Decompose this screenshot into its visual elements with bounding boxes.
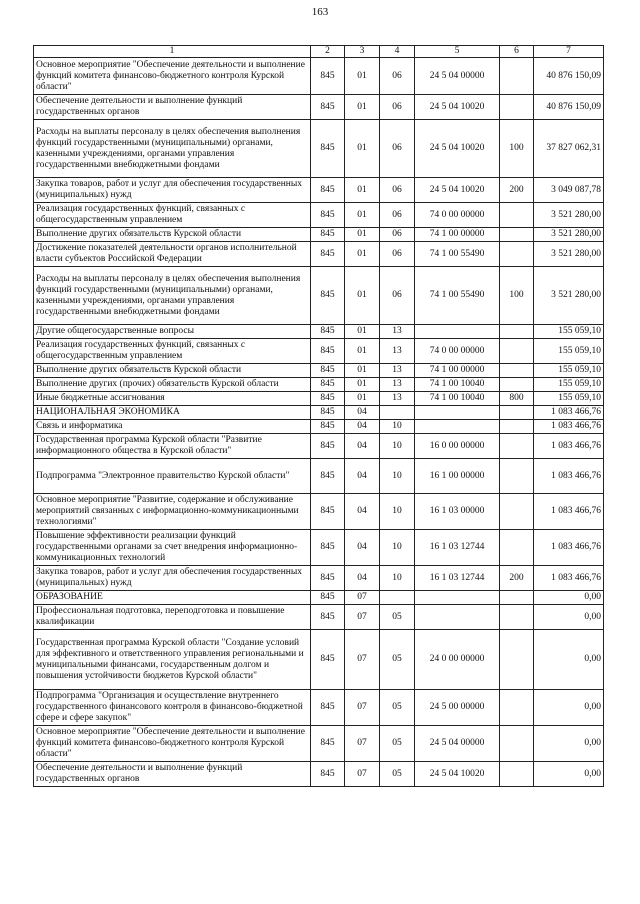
table-cell [500, 378, 534, 392]
table-cell [500, 95, 534, 120]
table-cell: Расходы на выплаты персоналу в целях обеспечения выполнения функций государственными (муниципальными) органами, казенными учреждениями, органами управления государственными внебюджетными фондами [34, 120, 311, 178]
table-cell [500, 605, 534, 630]
table-row [34, 591, 604, 605]
table-cell: 74 1 00 10040 [415, 378, 500, 392]
table-cell [500, 339, 534, 364]
table-cell: 06 [380, 228, 415, 242]
table-row [34, 762, 604, 787]
table-cell: 155 059,10 [534, 392, 604, 406]
table-cell: 845 [311, 690, 345, 726]
table-cell: 06 [380, 203, 415, 228]
table-cell [500, 530, 534, 566]
table-cell: Другие общегосударственные вопросы [34, 325, 311, 339]
table-cell: 155 059,10 [534, 325, 604, 339]
table-cell: 74 0 00 00000 [415, 203, 500, 228]
table-cell: 845 [311, 378, 345, 392]
table-cell: 845 [311, 228, 345, 242]
table-cell: 06 [380, 267, 415, 325]
table-cell: 37 827 062,31 [534, 120, 604, 178]
table-row [34, 434, 604, 459]
table-cell: 01 [345, 378, 380, 392]
table-cell: 0,00 [534, 726, 604, 762]
table-cell: 13 [380, 378, 415, 392]
table-cell: 845 [311, 120, 345, 178]
table-cell: Профессиональная подготовка, переподготовка и повышение квалификации [34, 605, 311, 630]
table-cell: 04 [345, 406, 380, 420]
table-row [34, 605, 604, 630]
table-cell [500, 591, 534, 605]
table-cell: 74 1 00 00000 [415, 228, 500, 242]
table-cell: 74 0 00 00000 [415, 339, 500, 364]
table-cell: 01 [345, 120, 380, 178]
table-cell: 1 083 466,76 [534, 459, 604, 494]
column-header: 2 [311, 46, 345, 58]
table-cell: 0,00 [534, 762, 604, 787]
table-cell [500, 58, 534, 95]
table-cell: 10 [380, 434, 415, 459]
table-row [34, 242, 604, 267]
table-cell [500, 494, 534, 530]
table-cell: 200 [500, 566, 534, 591]
table-cell: 07 [345, 605, 380, 630]
table-cell: 16 1 00 00000 [415, 459, 500, 494]
table-cell: 16 0 00 00000 [415, 434, 500, 459]
table-cell: 1 083 466,76 [534, 530, 604, 566]
table-cell: 04 [345, 566, 380, 591]
table-cell: ОБРАЗОВАНИЕ [34, 591, 311, 605]
table-cell: Выполнение других обязательств Курской области [34, 364, 311, 378]
table-cell [415, 406, 500, 420]
table-cell: 24 5 04 10020 [415, 178, 500, 203]
table-cell: 3 521 280,00 [534, 267, 604, 325]
table-row [34, 420, 604, 434]
table-cell: 05 [380, 605, 415, 630]
table-cell: 845 [311, 339, 345, 364]
table-cell: 845 [311, 58, 345, 95]
table-cell: 16 1 03 12744 [415, 566, 500, 591]
table-cell: Подпрограмма "Электронное правительство Курской области" [34, 459, 311, 494]
table-row [34, 339, 604, 364]
table-cell: 0,00 [534, 591, 604, 605]
table-cell: 13 [380, 392, 415, 406]
header-row [34, 46, 604, 58]
table-row [34, 530, 604, 566]
table-cell: 01 [345, 242, 380, 267]
table-cell: 1 083 466,76 [534, 406, 604, 420]
table-cell: 74 1 00 55490 [415, 267, 500, 325]
column-header: 1 [34, 46, 311, 58]
table-cell [500, 630, 534, 690]
table-cell: 04 [345, 459, 380, 494]
table-cell: 06 [380, 242, 415, 267]
table-row [34, 406, 604, 420]
table-cell: 3 521 280,00 [534, 203, 604, 228]
table-cell [500, 690, 534, 726]
page-number: 163 [311, 6, 329, 18]
table-cell: 07 [345, 690, 380, 726]
table-cell [500, 726, 534, 762]
table-cell: 24 5 00 00000 [415, 690, 500, 726]
table-row [34, 58, 604, 95]
table-cell: 845 [311, 364, 345, 378]
table-cell [500, 434, 534, 459]
table-cell: 100 [500, 120, 534, 178]
table-row [34, 630, 604, 690]
column-header: 4 [380, 46, 415, 58]
table-cell: 24 5 04 10020 [415, 120, 500, 178]
table-cell: 845 [311, 434, 345, 459]
table-cell: 05 [380, 690, 415, 726]
table-cell: 04 [345, 530, 380, 566]
table-cell: Выполнение других обязательств Курской области [34, 228, 311, 242]
table-cell: 06 [380, 58, 415, 95]
table-cell [500, 459, 534, 494]
table-cell: 01 [345, 178, 380, 203]
table-cell: 04 [345, 494, 380, 530]
column-header: 5 [415, 46, 500, 58]
table-cell: Расходы на выплаты персоналу в целях обеспечения выполнения функций государственными (муниципальными) органами, казенными учреждениями, органами управления государственными внебюджетными фондами [34, 267, 311, 325]
table-row [34, 95, 604, 120]
table-cell: 100 [500, 267, 534, 325]
table-row [34, 325, 604, 339]
table-cell: Реализация государственных функций, связанных с общегосударственным управлением [34, 339, 311, 364]
table-cell: 05 [380, 762, 415, 787]
table-cell: 800 [500, 392, 534, 406]
table-cell: 845 [311, 392, 345, 406]
table-cell: 0,00 [534, 630, 604, 690]
table-cell: 13 [380, 339, 415, 364]
table-cell: 200 [500, 178, 534, 203]
column-header: 7 [534, 46, 604, 58]
table-row [34, 267, 604, 325]
table-cell: 13 [380, 364, 415, 378]
table-cell [500, 762, 534, 787]
table-cell [500, 203, 534, 228]
table-cell: 155 059,10 [534, 339, 604, 364]
table-cell: 3 521 280,00 [534, 228, 604, 242]
table-cell: 845 [311, 762, 345, 787]
table-cell: 845 [311, 420, 345, 434]
table-cell: 06 [380, 120, 415, 178]
table-row [34, 494, 604, 530]
table-cell: 845 [311, 325, 345, 339]
table-cell: 05 [380, 726, 415, 762]
table-cell: Закупка товаров, работ и услуг для обеспечения государственных (муниципальных) нужд [34, 566, 311, 591]
table-cell: 1 083 466,76 [534, 566, 604, 591]
table-cell: Основное мероприятие "Развитие, содержание и обслуживание мероприятий связанных с информационно-коммуникационными технологиями" [34, 494, 311, 530]
table-row [34, 566, 604, 591]
table-cell [380, 591, 415, 605]
table-cell [415, 605, 500, 630]
table-cell: 01 [345, 228, 380, 242]
table-cell: 1 083 466,76 [534, 420, 604, 434]
table-row [34, 120, 604, 178]
table-cell: 40 876 150,09 [534, 95, 604, 120]
table-cell: 845 [311, 459, 345, 494]
table-cell: 845 [311, 95, 345, 120]
table-cell: 845 [311, 530, 345, 566]
table-cell [415, 591, 500, 605]
table-cell: Реализация государственных функций, связанных с общегосударственным управлением [34, 203, 311, 228]
table-cell: 13 [380, 325, 415, 339]
table-cell [500, 242, 534, 267]
table-cell: 01 [345, 58, 380, 95]
table-cell [500, 325, 534, 339]
table-row [34, 378, 604, 392]
table-cell: Государственная программа Курской области "Создание условий для эффективного и ответственного управления региональными и муниципальными финансами, государственным долгом и повышения устойчивости бюджетов Курской области" [34, 630, 311, 690]
table-cell: Подпрограмма "Организация и осуществление внутреннего государственного финансового контроля в финансово-бюджетной сфере и сфере закупок" [34, 690, 311, 726]
table-cell: 24 0 00 00000 [415, 630, 500, 690]
table-cell: 01 [345, 392, 380, 406]
table-cell: 74 1 00 00000 [415, 364, 500, 378]
table-cell: 01 [345, 325, 380, 339]
table-cell: НАЦИОНАЛЬНАЯ ЭКОНОМИКА [34, 406, 311, 420]
table-cell: 1 083 466,76 [534, 434, 604, 459]
table-cell: 05 [380, 630, 415, 690]
table-cell: 01 [345, 339, 380, 364]
table-cell: 845 [311, 726, 345, 762]
table-cell: 845 [311, 494, 345, 530]
table-cell: 0,00 [534, 690, 604, 726]
table-cell: 845 [311, 406, 345, 420]
table-cell: 1 083 466,76 [534, 494, 604, 530]
table-cell: Закупка товаров, работ и услуг для обеспечения государственных (муниципальных) нужд [34, 178, 311, 203]
column-header: 3 [345, 46, 380, 58]
table-cell [415, 420, 500, 434]
table-cell: 16 1 03 12744 [415, 530, 500, 566]
table-row [34, 228, 604, 242]
table-cell: 845 [311, 178, 345, 203]
table-cell: Связь и информатика [34, 420, 311, 434]
table-cell [500, 420, 534, 434]
table-cell: 74 1 00 10040 [415, 392, 500, 406]
table-row [34, 203, 604, 228]
table-cell: Основное мероприятие "Обеспечение деятельности и выполнение функций комитета финансово-бюджетного контроля Курской области" [34, 58, 311, 95]
budget-table [33, 45, 604, 787]
table-cell: 04 [345, 420, 380, 434]
table-cell [415, 325, 500, 339]
table-row [34, 364, 604, 378]
table-cell: Основное мероприятие "Обеспечение деятельности и выполнение функций комитета финансово-бюджетного контроля Курской области" [34, 726, 311, 762]
table-row [34, 392, 604, 406]
table-cell: 07 [345, 726, 380, 762]
table-cell: Достижение показателей деятельности органов исполнительной власти субъектов Российской Федерации [34, 242, 311, 267]
table-cell: 06 [380, 95, 415, 120]
table-cell: 845 [311, 242, 345, 267]
table-cell: 845 [311, 605, 345, 630]
table-cell: Обеспечение деятельности и выполнение функций государственных органов [34, 95, 311, 120]
table-cell: 10 [380, 566, 415, 591]
table-cell: 74 1 00 55490 [415, 242, 500, 267]
table-cell: 06 [380, 178, 415, 203]
table-cell: 845 [311, 267, 345, 325]
table-cell: 845 [311, 630, 345, 690]
table-cell: Государственная программа Курской области "Развитие информационного общества в Курской области" [34, 434, 311, 459]
table-cell: 01 [345, 364, 380, 378]
table-cell: 10 [380, 530, 415, 566]
table-cell: Выполнение других (прочих) обязательств Курской области [34, 378, 311, 392]
table-cell: 155 059,10 [534, 378, 604, 392]
table-cell: 01 [345, 203, 380, 228]
table-row [34, 726, 604, 762]
table-cell: 845 [311, 591, 345, 605]
table-cell: 24 5 04 00000 [415, 726, 500, 762]
table-cell: 01 [345, 267, 380, 325]
table-row [34, 690, 604, 726]
table-cell: 24 5 04 10020 [415, 762, 500, 787]
table-cell: Обеспечение деятельности и выполнение функций государственных органов [34, 762, 311, 787]
table-cell: 24 5 04 00000 [415, 58, 500, 95]
table-cell: 10 [380, 420, 415, 434]
table-cell: 40 876 150,09 [534, 58, 604, 95]
table-row [34, 178, 604, 203]
table-cell [500, 406, 534, 420]
table-cell: 845 [311, 566, 345, 591]
table-cell: 07 [345, 762, 380, 787]
table-row [34, 459, 604, 494]
table-cell: 155 059,10 [534, 364, 604, 378]
column-header: 6 [500, 46, 534, 58]
table-cell: 3 521 280,00 [534, 242, 604, 267]
table-cell: 0,00 [534, 605, 604, 630]
table-cell: 04 [345, 434, 380, 459]
table-cell: 3 049 087,78 [534, 178, 604, 203]
table-cell: 845 [311, 203, 345, 228]
table-cell [500, 364, 534, 378]
table-cell: 16 1 03 00000 [415, 494, 500, 530]
table-cell: 07 [345, 630, 380, 690]
table-cell [380, 406, 415, 420]
table-cell: 07 [345, 591, 380, 605]
table-cell: 10 [380, 494, 415, 530]
table-cell: Иные бюджетные ассигнования [34, 392, 311, 406]
table-cell: 24 5 04 10020 [415, 95, 500, 120]
table-cell: Повышение эффективности реализации функций государственными органами за счет внедрения информационно-коммуникационных технологий [34, 530, 311, 566]
table-cell [500, 228, 534, 242]
table-cell: 01 [345, 95, 380, 120]
table-cell: 10 [380, 459, 415, 494]
